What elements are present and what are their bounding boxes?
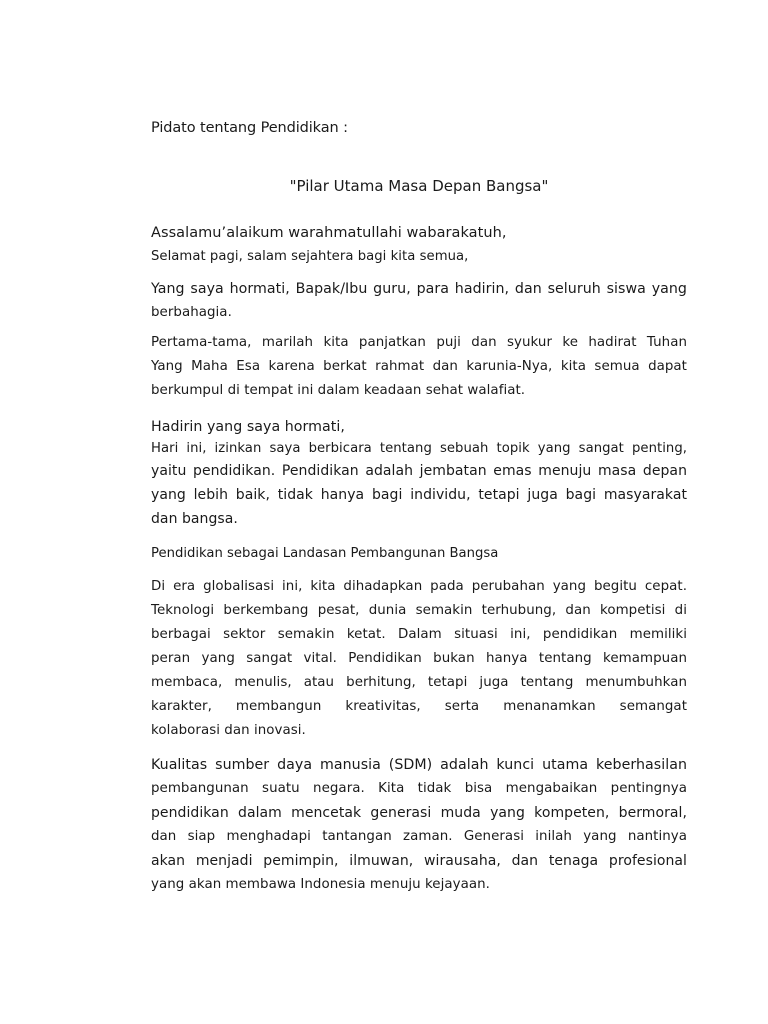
paragraph-line: Pertama-tama, marilah kita panjatkan puji dan syukur ke hadirat Tuhan <box>151 335 687 350</box>
greeting-line: Selamat pagi, salam sejahtera bagi kita semua, <box>151 249 469 264</box>
paragraph-line: pendidikan dalam mencetak generasi muda yang kompeten, bermoral, <box>151 805 687 821</box>
section-heading: Pendidikan sebagai Landasan Pembangunan Bangsa <box>151 546 499 561</box>
paragraph-line: Hari ini, izinkan saya berbicara tentang sebuah topik yang sangat penting, <box>151 441 687 456</box>
paragraph-line: Di era globalisasi ini, kita dihadapkan pada perubahan yang begitu cepat. <box>151 579 687 594</box>
paragraph-human-resources <box>151 753 687 897</box>
paragraph-line: yang akan membawa Indonesia menuju kejayaan. <box>151 877 490 892</box>
paragraph-line: yang lebih baik, tidak hanya bagi individu, tetapi juga bagi masyarakat <box>151 487 687 503</box>
paragraph-line: berbagai sektor semakin ketat. Dalam situasi ini, pendidikan memiliki <box>151 627 687 642</box>
paragraph-line: dan bangsa. <box>151 511 238 527</box>
paragraph-line: Yang Maha Esa karena berkat rahmat dan karunia-Nya, kita semua dapat <box>151 359 687 374</box>
paragraph-line: dan siap menghadapi tantangan zaman. Generasi inilah yang nantinya <box>151 829 687 844</box>
paragraph-line: Teknologi berkembang pesat, dunia semakin terhubung, dan kompetisi di <box>151 603 687 618</box>
paragraph-line: Kualitas sumber daya manusia (SDM) adalah kunci utama keberhasilan <box>151 757 687 773</box>
paragraph-opening <box>151 331 687 403</box>
paragraph-line: membaca, menulis, atau berhitung, tetapi juga tentang menumbuhkan <box>151 675 687 690</box>
greeting-line: Assalamu’alaikum warahmatullahi wabarakatuh, <box>151 225 507 241</box>
document-page <box>151 118 687 897</box>
paragraph-introduction <box>151 415 687 531</box>
paragraph-line: berbahagia. <box>151 305 232 320</box>
document-heading: Pidato tentang Pendidikan : <box>151 120 348 136</box>
paragraph-line: karakter, membangun kreativitas, serta menanamkan semangat <box>151 699 687 714</box>
paragraph-line: Hadirin yang saya hormati, <box>151 419 345 435</box>
paragraph-line: peran yang sangat vital. Pendidikan bukan hanya tentang kemampuan <box>151 651 687 666</box>
greeting-block <box>151 221 687 269</box>
paragraph-line: kolaborasi dan inovasi. <box>151 723 306 738</box>
paragraph-globalization <box>151 575 687 743</box>
speech-title: "Pilar Utama Masa Depan Bangsa" <box>289 177 549 195</box>
paragraph-line: berkumpul di tempat ini dalam keadaan sehat walafiat. <box>151 383 526 398</box>
paragraph-line: pembangunan suatu negara. Kita tidak bisa mengabaikan pentingnya <box>151 781 687 796</box>
paragraph-line: Yang saya hormati, Bapak/Ibu guru, para hadirin, dan seluruh siswa yang <box>151 281 687 297</box>
paragraph-line: akan menjadi pemimpin, ilmuwan, wirausaha, dan tenaga profesional <box>151 853 687 869</box>
paragraph-respect <box>151 277 687 325</box>
paragraph-line: yaitu pendidikan. Pendidikan adalah jembatan emas menuju masa depan <box>151 463 687 479</box>
